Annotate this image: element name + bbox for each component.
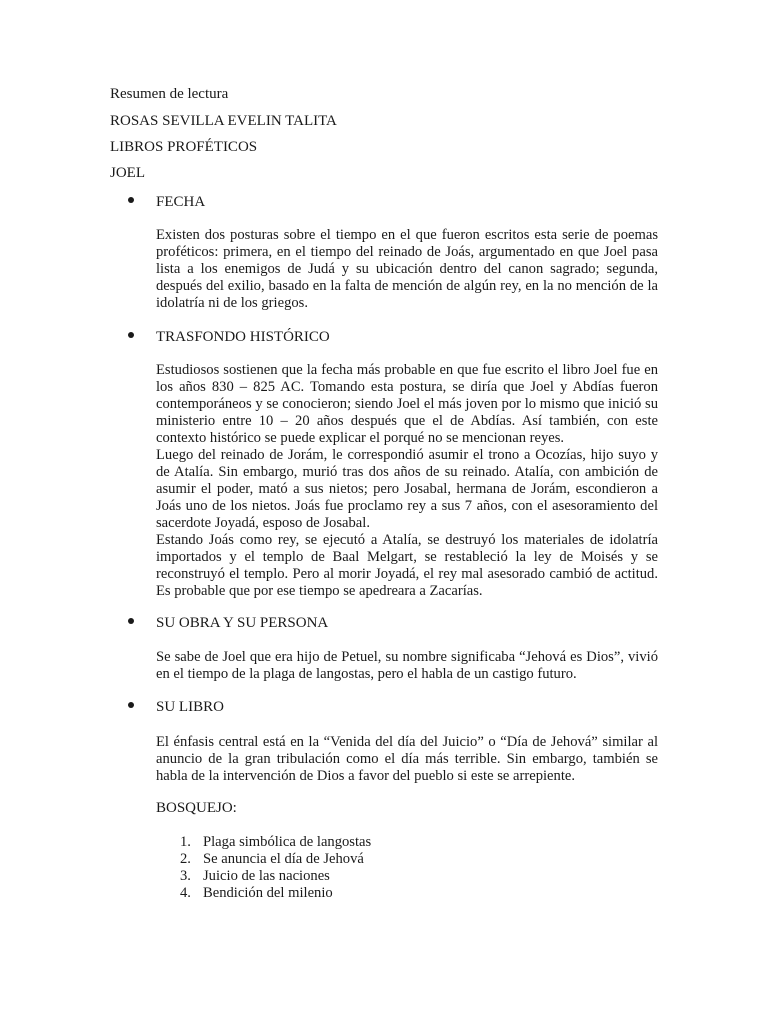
bullet-icon	[128, 702, 134, 708]
outline-label: BOSQUEJO:	[156, 800, 237, 816]
course-title: LIBROS PROFÉTICOS	[110, 139, 258, 155]
book-title: JOEL	[110, 165, 145, 181]
section-body-fecha	[156, 227, 658, 312]
paragraph: El énfasis central está en la “Venida del día del Juicio” o “Día de Jehová” similar al anuncio de la gran tribulación como el día más terrible. Sin embargo, también se habla de la intervención de Dios a favor del pueblo si este se arrepiente.	[156, 734, 658, 784]
bullet-icon	[128, 197, 134, 203]
section-title: SU LIBRO	[156, 699, 224, 715]
list-item-text: Bendición del milenio	[203, 885, 333, 901]
paragraph: Se sabe de Joel que era hijo de Petuel, su nombre significaba “Jehová es Dios”, vivió en el tiempo de la plaga de langostas, pero el habla de un castigo futuro.	[156, 649, 658, 682]
list-item-number: 4.	[180, 885, 191, 901]
author-name: ROSAS SEVILLA EVELIN TALITA	[110, 113, 337, 129]
document-subtitle: Resumen de lectura	[110, 86, 229, 102]
list-item-text: Juicio de las naciones	[203, 868, 330, 884]
list-item-number: 2.	[180, 851, 191, 867]
section-title: TRASFONDO HISTÓRICO	[156, 329, 330, 345]
section-body-obra	[156, 649, 658, 683]
section-body-trasfondo	[156, 362, 658, 600]
section-heading-trasfondo	[128, 329, 330, 346]
section-heading-libro	[128, 699, 224, 716]
list-item-text: Plaga simbólica de langostas	[203, 834, 372, 850]
paragraph: Estando Joás como rey, se ejecutó a Atalía, se destruyó los materiales de idolatría importados y el templo de Baal Melgart, se restableció la ley de Moisés y se reconstruyó el templo. Pero al morir Joyadá, el rey mal asesorado cambió de actitud. Es probable que por ese tiempo se apedreara a Zacarías.	[156, 532, 658, 599]
section-title: SU OBRA Y SU PERSONA	[156, 615, 329, 631]
bullet-icon	[128, 618, 134, 624]
list-item-text: Se anuncia el día de Jehová	[203, 851, 364, 867]
section-body-libro	[156, 734, 658, 785]
paragraph: Luego del reinado de Jorám, le correspondió asumir el trono a Ocozías, hijo suyo y de Atalía. Sin embargo, murió tras dos años de su reinado. Atalía, con ambición de asumir el poder, mató a sus nietos; pero Josabal, hermana de Jorám, escondieron a Joás uno de los nietos. Joás fue proclamo rey a sus 7 años, con el asesoramiento del sacerdote Joyadá, esposo de Josabal.	[156, 447, 658, 531]
section-title: FECHA	[156, 194, 206, 210]
section-heading-fecha	[128, 194, 206, 211]
section-heading-obra	[128, 615, 329, 632]
paragraph: Existen dos posturas sobre el tiempo en el que fueron escritos esta serie de poemas proféticos: primera, en el tiempo del reinado de Joás, argumentado en que Joel pasa lista a los enemigos de Judá y su ubicación dentro del canon sagrado; segunda, después del exilio, basado en la falta de mención de algún rey, en la no mención de la idolatría ni de los griegos.	[156, 227, 658, 311]
list-item-number: 3.	[180, 868, 191, 884]
bullet-icon	[128, 332, 134, 338]
list-item-number: 1.	[180, 834, 191, 850]
paragraph: Estudiosos sostienen que la fecha más probable en que fue escrito el libro Joel fue en los años 830 – 825 AC. Tomando esta postura, se diría que Joel y Abdías fueron contemporáneos y se conocieron; siendo Joel el más joven por lo mismo que inició su ministerio entre 10 – 20 años después que el de Abdías. Así también, con este contexto histórico se puede explicar el porqué no se mencionan reyes.	[156, 362, 658, 446]
